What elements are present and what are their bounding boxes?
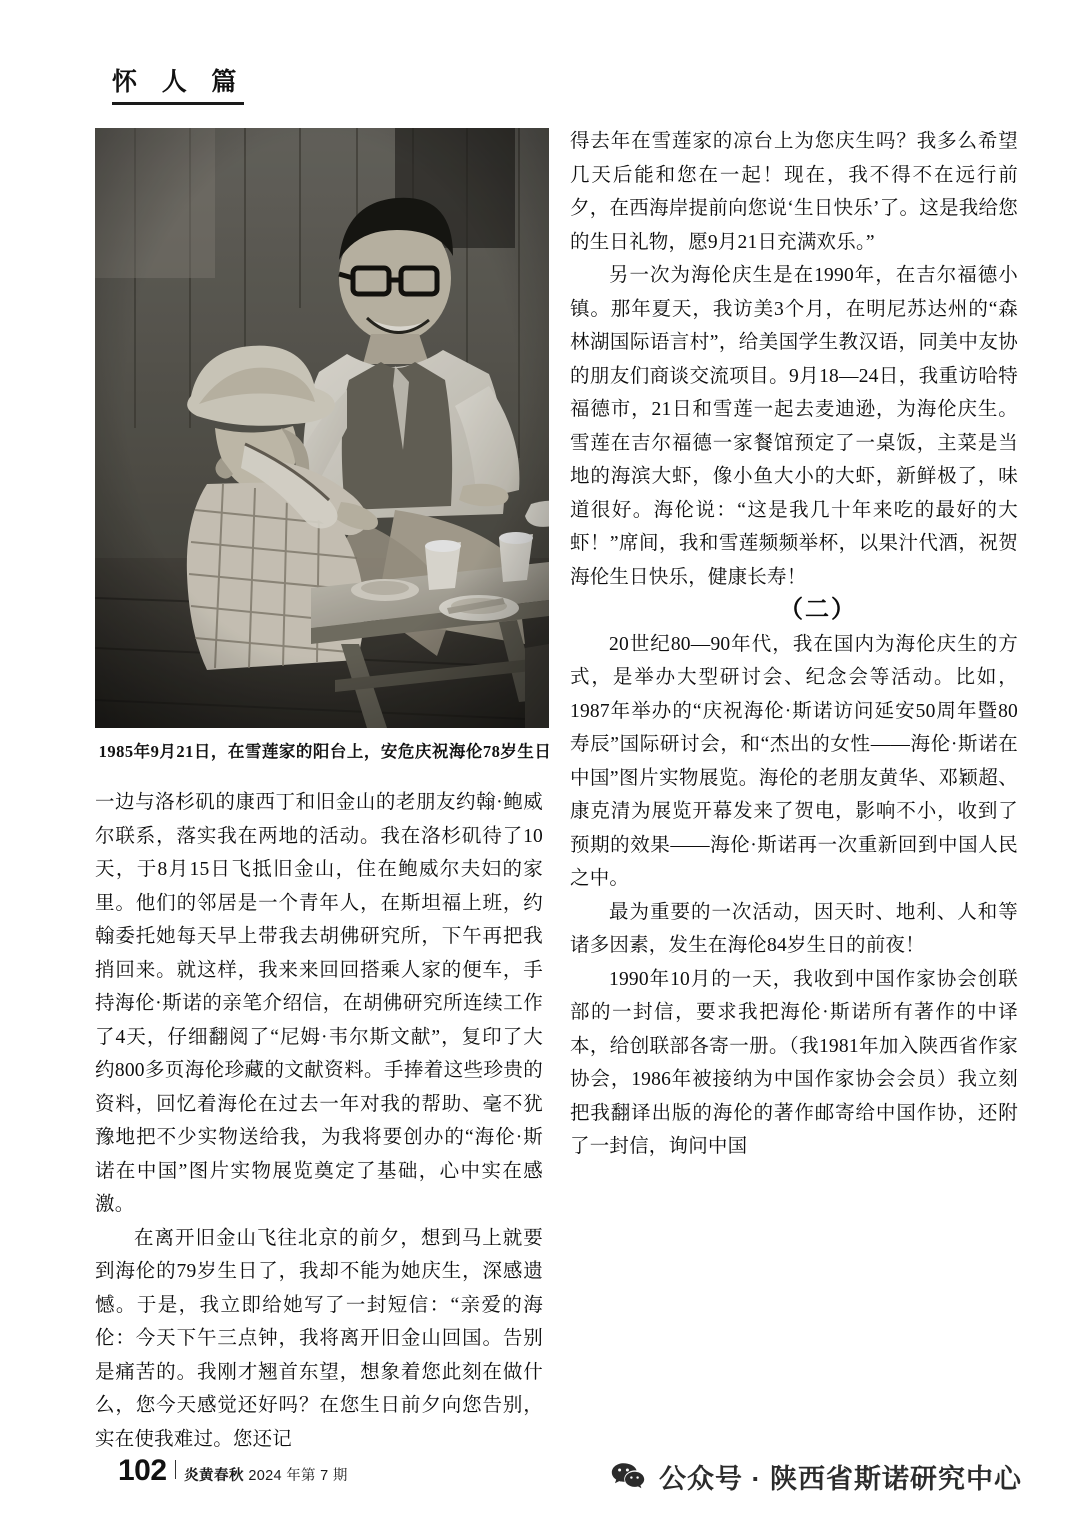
paragraph: 在离开旧金山飞往北京的前夕，想到马上就要到海伦的79岁生日了，我却不能为她庆生，深感遗憾。于是，我立即给她写了一封短信：“亲爱的海伦：今天下午三点钟，我将离开旧金山回国。告别是痛苦的。我刚才翘首东望，想象着您此刻在做什么，您今天感觉还好吗？在您生日前夕向您告别，实在使我难过。您还记 [95,1227,543,1450]
right-text-column [570,125,1018,1164]
photo-graphic [95,128,549,728]
official-account-watermark [611,1457,1022,1496]
section-title: 怀 人 篇 [112,67,245,96]
paragraph: 另一次为海伦庆生是在1990年，在吉尔福德小镇。那年夏天，我访美3个月，在明尼苏达州的“森林湖国际语言村”，给美国学生教汉语，同美中友协的朋友们商谈交流项目。9月18—24日，我重访哈特福德市，21日和雪莲一起去麦迪逊，为海伦庆生。雪莲在吉尔福德一家餐馆预定了一桌饭，主菜是当地的海滨大虾，像小鱼大小的大虾，新鲜极了，味道很好。海伦说：“这是我几十年来吃的最好的大虾！”席间，我和雪莲频频举杯，以果汁代酒，祝贺海伦生日快乐，健康长寿！ [570,265,1018,588]
article-photo [95,128,549,728]
page-number: 102 [118,1454,167,1487]
paragraph: 20世纪80—90年代，我在国内为海伦庆生的方式，是举办大型研讨会、纪念会等活动。比如，1987年举办的“庆祝海伦·斯诺访问延安50周年暨80寿辰”国际研讨会，和“杰出的女性——海伦·斯诺在中国”图片实物展览。海伦的老朋友黄华、邓颖超、康克清为展览开幕发来了贺电，影响不小，收到了预期的效果——海伦·斯诺再一次重新回到中国人民之中。 [570,633,1018,889]
left-text-column [95,786,543,1456]
paragraph: 最为重要的一次活动，因天时、地利、人和等诸多因素，发生在海伦84岁生日的前夜！ [570,901,1018,956]
magazine-name: 炎黄春秋 [184,1468,245,1484]
photo-caption: 1985年9月21日，在雪莲家的阳台上，安危庆祝海伦78岁生日 [98,742,552,761]
footer-divider [175,1460,177,1479]
account-label: 公众号 · 陕西省斯诺研究中心 [659,1464,1022,1494]
page-footer [118,1454,348,1488]
section-marker: （二） [779,597,857,623]
section-header [112,68,244,105]
paragraph: 得去年在雪莲家的凉台上为您庆生吗？我多么希望几天后能和您在一起！现在，我不得不在远行前夕，在西海岸提前向您说‘生日快乐’了。这是我给您的生日礼物，愿9月21日充满欢乐。” [570,131,1018,253]
paragraph: 一边与洛杉矶的康西丁和旧金山的老朋友约翰·鲍威尔联系，落实我在两地的活动。我在洛杉矶待了10天，于8月15日飞抵旧金山，住在鲍威尔夫妇的家里。他们的邻居是一个青年人，在斯坦福上班，约翰委托她每天早上带我去胡佛研究所，下午再把我捎回来。就这样，我来来回回搭乘人家的便车，手持海伦·斯诺的亲笔介绍信，在胡佛研究所连续工作了4天，仔细翻阅了“尼姆·韦尔斯文献”，复印了大约800多页海伦珍藏的文献资料。手捧着这些珍贵的资料，回忆着海伦在过去一年对我的帮助、毫不犹豫地把不少实物送给我，为我将要创办的“海伦·斯诺在中国”图片实物展览奠定了基础，心中实在感激。 [95,792,543,1215]
wechat-icon [611,1462,645,1492]
paragraph: 1990年10月的一天，我收到中国作家协会创联部的一封信，要求我把海伦·斯诺所有著作的中译本，给创联部各寄一册。（我1981年加入陕西省作家协会，1986年被接纳为中国作家协会会员）我立刻把我翻译出版的海伦的著作邮寄给中国作协，还附了一封信，询问中国 [570,968,1018,1157]
issue-label: 2024 年第 7 期 [248,1468,348,1484]
